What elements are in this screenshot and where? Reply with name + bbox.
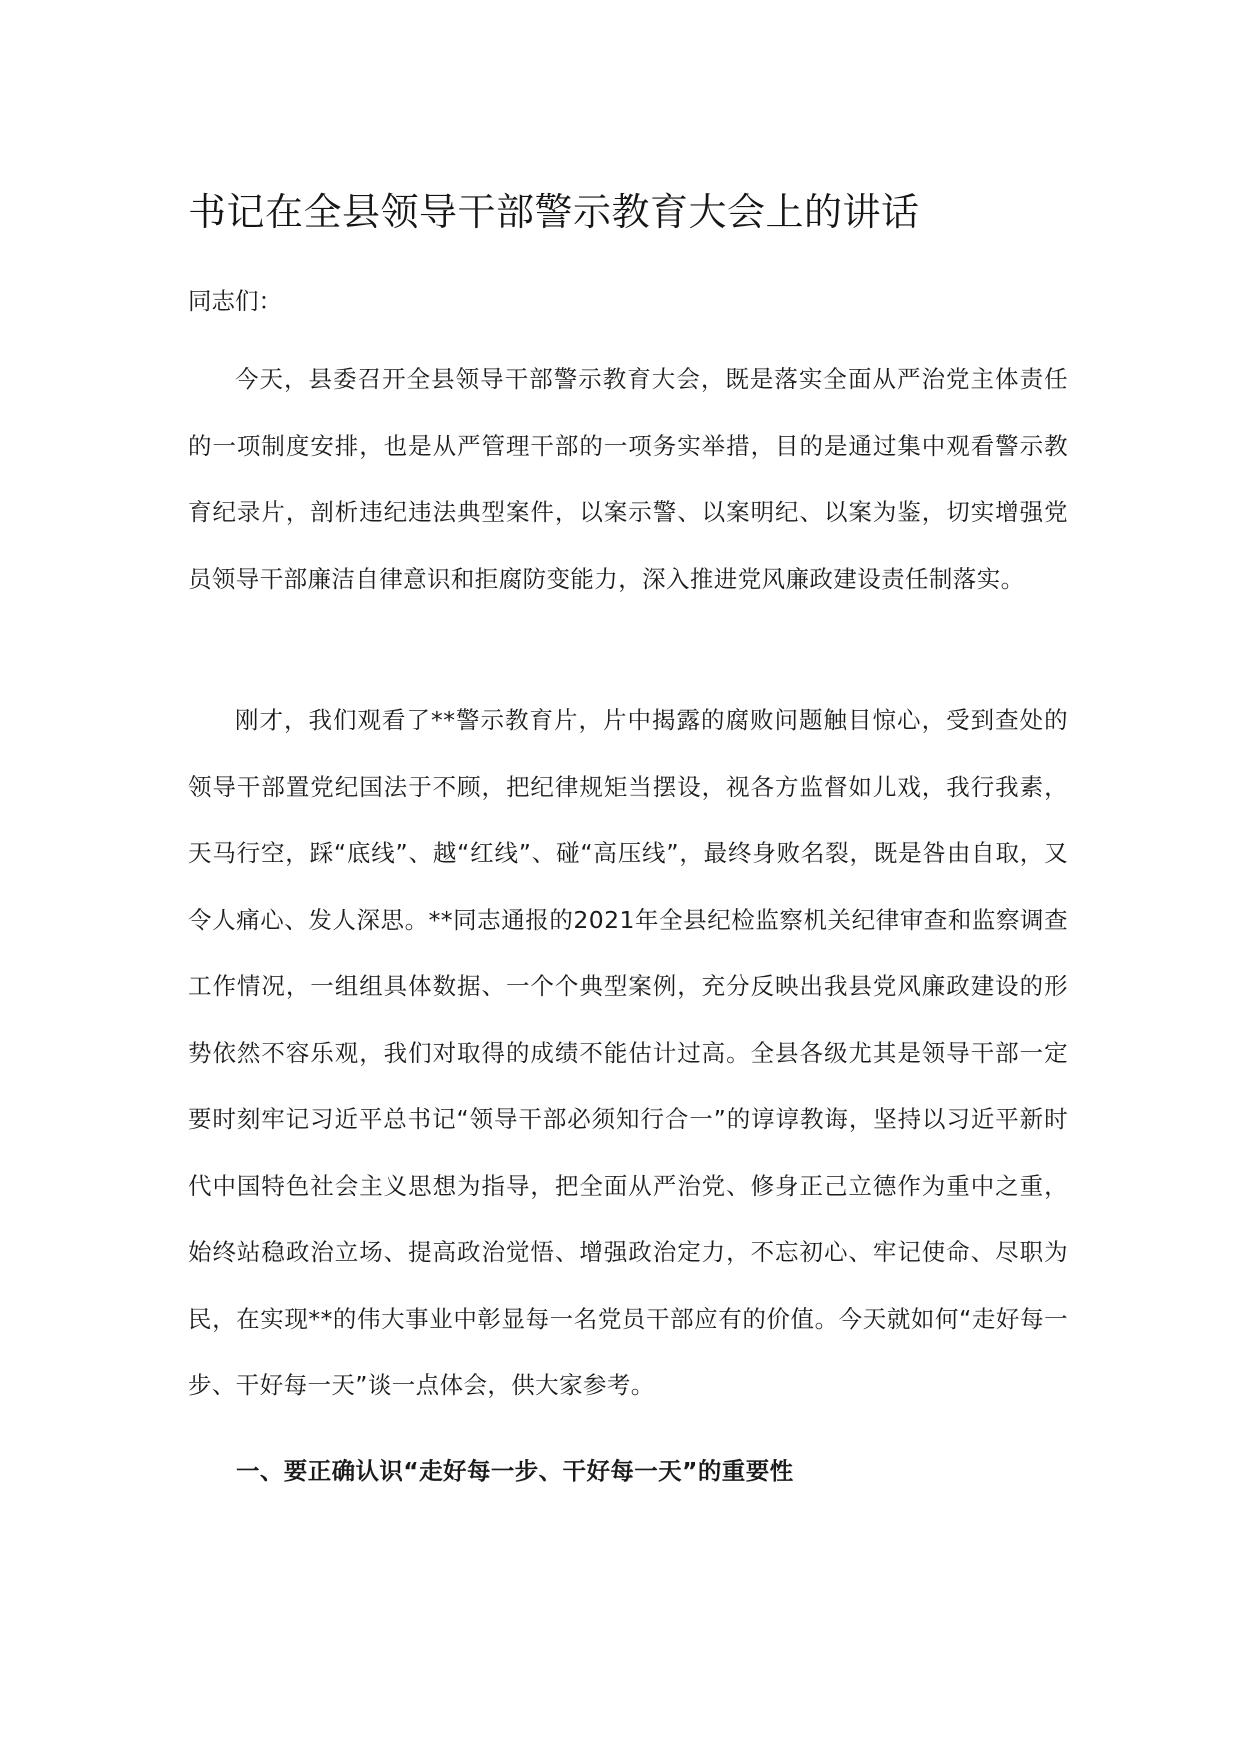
body-paragraph: 今天，县委召开全县领导干部警示教育大会，既是落实全面从严治党主体责任的一项制度安排，也是从严管理干部的一项务实举措，目的是通过集中观看警示教育纪录片，剖析违纪违法典型案件，以案示警、以案明纪、以案为鉴，切实增强党员领导干部廉洁自律意识和拒腐防变能力，深入推进党风廉政建设责任制落实。 bbox=[188, 365, 1068, 593]
document-title: 书记在全县领导干部警示教育大会上的讲话 bbox=[188, 190, 920, 234]
section-heading: 一、要正确认识“走好每一步、干好每一天”的重要性 bbox=[236, 1457, 794, 1485]
body-paragraph: 刚才，我们观看了**警示教育片，片中揭露的腐败问题触目惊心，受到查处的领导干部置党纪国法于不顾，把纪律规矩当摆设，视各方监督如儿戏，我行我素，天马行空，踩“底线”、越“红线”、碰“高压线”，最终身败名裂，既是咎由自取，又令人痛心、发人深思。**同志通报的2021年全县纪检监察机关纪律审查和监察调查工作情况，一组组具体数据、一个个典型案例，充分反映出我县党风廉政建设的形势依然不容乐观，我们对取得的成绩不能估计过高。全县各级尤其是领导干部一定要时刻牢记习近平总书记“领导干部必须知行合一”的谆谆教诲，坚持以习近平新时代中国特色社会主义思想为指导，把全面从严治党、修身正己立德作为重中之重，始终站稳政治立场、提高政治觉悟、增强政治定力，不忘初心、牢记使命、尽职为民，在实现**的伟大事业中彰显每一名党员干部应有的价值。今天就如何“走好每一步、干好每一天”谈一点体会，供大家参考。 bbox=[188, 706, 1068, 1399]
salutation: 同志们： bbox=[188, 287, 282, 315]
